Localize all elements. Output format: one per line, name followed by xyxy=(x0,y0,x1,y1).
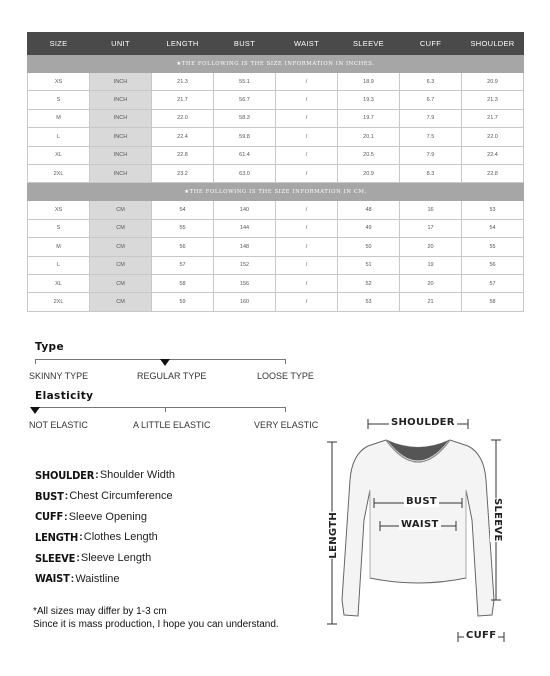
cell-waist: / xyxy=(276,164,338,182)
cell-shoulder: 53 xyxy=(462,201,524,219)
cell-cuff: 20 xyxy=(400,274,462,292)
cm-note-row xyxy=(28,183,524,201)
legend-key-length: LENGTH xyxy=(35,530,79,544)
cell-unit: CM xyxy=(90,201,152,219)
cell-size: 2XL xyxy=(28,293,90,311)
size-difference-note: *All sizes may differ by 1-3 cm xyxy=(33,606,167,617)
cell-sleeve: 19.3 xyxy=(338,91,400,109)
cell-shoulder: 21.3 xyxy=(462,91,524,109)
cell-length: 22.8 xyxy=(152,146,214,164)
table-row xyxy=(28,109,524,127)
table-row xyxy=(28,238,524,256)
cell-length: 57 xyxy=(152,256,214,274)
header-bust: BUST xyxy=(214,33,276,55)
cell-bust: 55.1 xyxy=(214,73,276,91)
cell-waist: / xyxy=(276,91,338,109)
cell-size: L xyxy=(28,128,90,146)
legend-item: CUFF : Sleeve Opening xyxy=(35,510,147,524)
cell-length: 56 xyxy=(152,238,214,256)
header-cuff: CUFF xyxy=(400,33,462,55)
cell-waist: / xyxy=(276,146,338,164)
cell-waist: / xyxy=(276,201,338,219)
cell-bust: 148 xyxy=(214,238,276,256)
cell-length: 21.3 xyxy=(152,73,214,91)
cell-size: XL xyxy=(28,146,90,164)
header-size: SIZE xyxy=(28,33,90,55)
legend-item: SLEEVE : Sleeve Length xyxy=(35,551,152,565)
cell-shoulder: 57 xyxy=(462,274,524,292)
cell-cuff: 7.5 xyxy=(400,128,462,146)
cell-size: S xyxy=(28,91,90,109)
sleeve-label: SLEEVE xyxy=(492,498,503,542)
cell-waist: / xyxy=(276,128,338,146)
cell-bust: 160 xyxy=(214,293,276,311)
cell-cuff: 6.7 xyxy=(400,91,462,109)
cell-waist: / xyxy=(276,219,338,237)
type-option-loose: LOOSE TYPE xyxy=(257,371,314,381)
table-row xyxy=(28,128,524,146)
legend-key-bust: BUST xyxy=(35,489,64,503)
cell-waist: / xyxy=(276,274,338,292)
cell-size: XS xyxy=(28,73,90,91)
legend-desc-bust: Chest Circumference xyxy=(69,490,173,503)
elasticity-option-very: VERY ELASTIC xyxy=(254,420,319,430)
cell-cuff: 6.3 xyxy=(400,73,462,91)
cell-sleeve: 20.9 xyxy=(338,164,400,182)
cell-size: M xyxy=(28,238,90,256)
header-sleeve: SLEEVE xyxy=(338,33,400,55)
cell-cuff: 21 xyxy=(400,293,462,311)
cell-unit: INCH xyxy=(90,91,152,109)
cell-bust: 140 xyxy=(214,201,276,219)
cell-unit: CM xyxy=(90,238,152,256)
cell-length: 54 xyxy=(152,201,214,219)
legend-desc-length: Clothes Length xyxy=(83,531,158,544)
header-shoulder: SHOULDER xyxy=(462,33,524,55)
inches-note-row-text: ★THE FOLLOWING IS THE SIZE INFORMATION IN INCHES. xyxy=(28,55,524,73)
size-chart-table xyxy=(27,32,524,312)
cell-size: XL xyxy=(28,274,90,292)
cell-unit: INCH xyxy=(90,73,152,91)
cell-cuff: 7.9 xyxy=(400,146,462,164)
cell-shoulder: 55 xyxy=(462,238,524,256)
cell-bust: 156 xyxy=(214,274,276,292)
legend-item: SHOULDER : Shoulder Width xyxy=(35,468,176,482)
cell-sleeve: 49 xyxy=(338,219,400,237)
cell-bust: 152 xyxy=(214,256,276,274)
type-scale-tick xyxy=(35,359,36,364)
cell-bust: 58.3 xyxy=(214,109,276,127)
header-length: LENGTH xyxy=(152,33,214,55)
elasticity-scale-tick xyxy=(165,407,166,412)
cell-bust: 59.8 xyxy=(214,128,276,146)
cell-sleeve: 18.9 xyxy=(338,73,400,91)
cell-shoulder: 22.8 xyxy=(462,164,524,182)
shoulder-label: SHOULDER xyxy=(391,417,455,428)
legend-desc-cuff: Sleeve Opening xyxy=(68,510,147,523)
cell-cuff: 8.3 xyxy=(400,164,462,182)
legend-item: BUST : Chest Circumference xyxy=(35,489,173,503)
cell-sleeve: 53 xyxy=(338,293,400,311)
cuff-label: CUFF xyxy=(466,630,497,641)
cell-length: 58 xyxy=(152,274,214,292)
cell-unit: INCH xyxy=(90,109,152,127)
table-row xyxy=(28,274,524,292)
cell-shoulder: 22.4 xyxy=(462,146,524,164)
cell-length: 59 xyxy=(152,293,214,311)
cell-size: 2XL xyxy=(28,164,90,182)
cell-length: 22.4 xyxy=(152,128,214,146)
legend-desc-sleeve: Sleeve Length xyxy=(80,552,152,565)
table-row xyxy=(28,73,524,91)
legend-key-waist: WAIST xyxy=(35,572,70,586)
cell-cuff: 7.9 xyxy=(400,109,462,127)
table-row xyxy=(28,201,524,219)
cm-note-row-text: ★THE FOLLOWING IS THE SIZE INFORMATION IN CM. xyxy=(28,183,524,201)
garment-measurement-diagram xyxy=(318,410,518,650)
legend-key-shoulder: SHOULDER xyxy=(35,468,95,482)
type-option-regular: REGULAR TYPE xyxy=(137,371,207,381)
cell-cuff: 19 xyxy=(400,256,462,274)
elasticity-option-not: NOT ELASTIC xyxy=(29,420,88,430)
cell-size: XS xyxy=(28,201,90,219)
cell-shoulder: 54 xyxy=(462,219,524,237)
cell-sleeve: 51 xyxy=(338,256,400,274)
elasticity-scale-tick xyxy=(285,407,286,412)
cell-size: S xyxy=(28,219,90,237)
long-sleeve-shirt-illustration xyxy=(318,410,518,650)
elasticity-heading: Elasticity xyxy=(35,390,94,402)
bust-label: BUST xyxy=(406,496,437,507)
table-row xyxy=(28,293,524,311)
cell-unit: INCH xyxy=(90,128,152,146)
cell-unit: INCH xyxy=(90,164,152,182)
legend-desc-shoulder: Shoulder Width xyxy=(99,469,176,482)
table-row xyxy=(28,164,524,182)
cell-bust: 63.0 xyxy=(214,164,276,182)
waist-label: WAIST xyxy=(401,519,439,530)
cell-unit: CM xyxy=(90,219,152,237)
cell-cuff: 16 xyxy=(400,201,462,219)
cell-bust: 144 xyxy=(214,219,276,237)
cell-length: 21.7 xyxy=(152,91,214,109)
cell-unit: CM xyxy=(90,274,152,292)
header-waist: WAIST xyxy=(276,33,338,55)
mass-production-note: Since it is mass production, I hope you can understand. xyxy=(33,619,279,630)
cell-unit: CM xyxy=(90,256,152,274)
legend-key-cuff: CUFF xyxy=(35,510,64,524)
cell-size: M xyxy=(28,109,90,127)
cell-waist: / xyxy=(276,293,338,311)
cell-length: 22.0 xyxy=(152,109,214,127)
measurement-legend xyxy=(35,465,175,589)
cell-sleeve: 52 xyxy=(338,274,400,292)
cell-sleeve: 20.1 xyxy=(338,128,400,146)
cell-shoulder: 21.7 xyxy=(462,109,524,127)
elasticity-option-little: A LITTLE ELASTIC xyxy=(133,420,211,430)
type-option-skinny: SKINNY TYPE xyxy=(29,371,89,381)
type-scale-tick xyxy=(285,359,286,364)
cell-bust: 61.4 xyxy=(214,146,276,164)
table-row xyxy=(28,146,524,164)
cell-length: 55 xyxy=(152,219,214,237)
cell-sleeve: 19.7 xyxy=(338,109,400,127)
inches-note-row xyxy=(28,55,524,73)
cell-waist: / xyxy=(276,109,338,127)
cell-waist: / xyxy=(276,73,338,91)
cell-unit: INCH xyxy=(90,146,152,164)
table-row xyxy=(28,219,524,237)
table-row xyxy=(28,91,524,109)
cell-waist: / xyxy=(276,238,338,256)
elasticity-scale-line xyxy=(35,407,286,408)
length-label: LENGTH xyxy=(328,512,339,559)
cell-sleeve: 20.5 xyxy=(338,146,400,164)
cell-shoulder: 56 xyxy=(462,256,524,274)
cell-shoulder: 22.0 xyxy=(462,128,524,146)
header-unit: UNIT xyxy=(90,33,152,55)
type-selected-marker xyxy=(160,359,170,366)
table-header-row xyxy=(28,33,524,55)
type-heading: Type xyxy=(35,341,64,353)
cell-sleeve: 48 xyxy=(338,201,400,219)
cell-length: 23.2 xyxy=(152,164,214,182)
cell-cuff: 20 xyxy=(400,238,462,256)
table-row xyxy=(28,256,524,274)
cell-sleeve: 50 xyxy=(338,238,400,256)
legend-item: WAIST : Waistline xyxy=(35,572,120,586)
cell-unit: CM xyxy=(90,293,152,311)
cell-shoulder: 20.9 xyxy=(462,73,524,91)
cell-shoulder: 58 xyxy=(462,293,524,311)
legend-item: LENGTH : Clothes Length xyxy=(35,530,158,544)
legend-desc-waist: Waistline xyxy=(75,572,120,585)
cell-waist: / xyxy=(276,256,338,274)
cell-bust: 56.7 xyxy=(214,91,276,109)
elasticity-selected-marker xyxy=(30,407,40,414)
legend-key-sleeve: SLEEVE xyxy=(35,551,76,565)
cell-size: L xyxy=(28,256,90,274)
cell-cuff: 17 xyxy=(400,219,462,237)
